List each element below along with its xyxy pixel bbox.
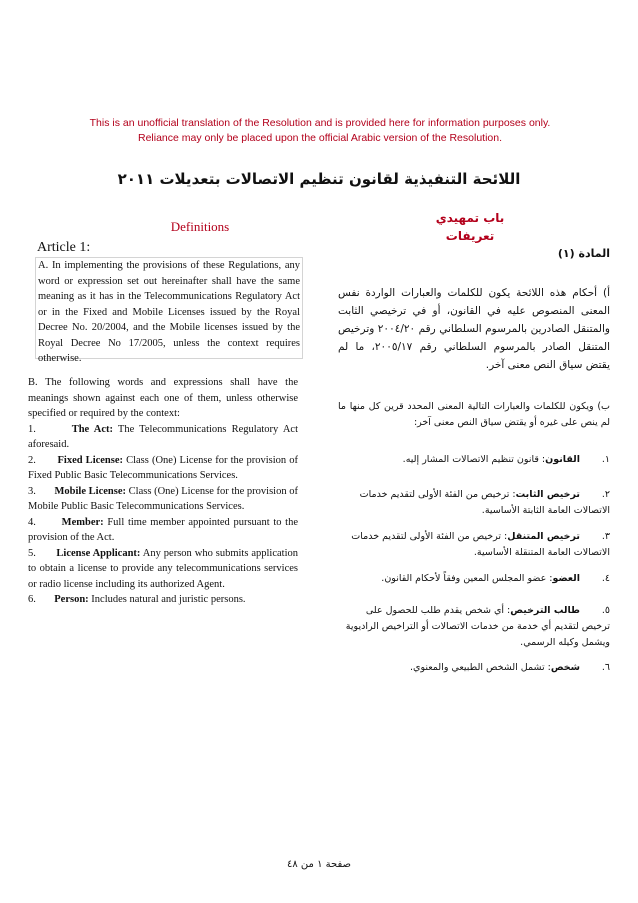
notice-line-2: Reliance may only be placed upon the official Arabic version of the Resolution. <box>137 132 503 144</box>
definition-item: 3. Mobile License: Class (One) License for the provision of Mobile Public Basic Telecommunications Services. <box>28 485 299 512</box>
bab-heading: باب تمهيدي <box>435 211 505 225</box>
definition-item: 4. Member: Full time member appointed pursuant to the provision of the Act. <box>28 516 298 543</box>
definition-item-arabic: ٥.طالب الترخيص: أي شخص يقدم طلب للحصول على ترخيص لتقديم أي خدمة من خدمات الاتصالات أو التراخيص الراديوية ويشمل وكيله الرسمي. <box>345 605 610 648</box>
paragraph-a: A. In implementing the provisions of these Regulations, any word or expression set out hereinafter shall have the same meaning as it has in the Telecommunications Regulatory Act or in the Fixed and Mobile Licenses issued by the Royal Decree No. 20/2004, and the Mobile licenses issued by the Royal Decree No 17/2005, unless the context requires otherwise. <box>38 260 300 364</box>
definition-item-arabic: ١.القانون: قانون تنظيم الاتصالات المشار إليه. <box>402 454 610 465</box>
definition-item-arabic: ٤.العضو: عضو المجلس المعين وفقاً لأحكام القانون. <box>381 573 610 584</box>
definitions-list-english <box>28 375 298 608</box>
definition-item-arabic: ٢.ترخيص الثابت: ترخيص من الفئة الأولى لتقديم خدمات الاتصالات العامة الثابتة الأساسية. <box>359 489 610 516</box>
chapter-heading-arabic <box>360 209 580 245</box>
definitions-heading: Definitions <box>170 219 230 234</box>
paragraph-b: B. The following words and expressions shall have the meanings shown against each one of them, unless otherwise specified or required by the context: <box>28 377 298 419</box>
definition-item-arabic: ٣.ترخيص المتنقل: ترخيص من الفئة الأولى لتقديم خدمات الاتصالات العامة المتنقلة الأساسية. <box>351 531 610 558</box>
definition-item: 1. The Act: The Telecommunications Regulatory Act aforesaid. <box>28 423 298 450</box>
article-heading-arabic: المادة (١) <box>557 247 610 260</box>
definition-item-arabic: ٦.شخص: تشمل الشخص الطبيعي والمعنوي. <box>409 662 610 673</box>
definition-item: 6. Person: Includes natural and juristic persons. <box>28 594 246 605</box>
document-title-arabic: اللائحة التنفيذية لقانون تنظيم الاتصالات بتعديلات ٢٠١١ <box>117 170 521 188</box>
paragraph-b-arabic: ب) ويكون للكلمات والعبارات التالية المعنى المحدد قرين كل منها ما لم ينص على غيره أو يقتض سياق النص معنى آخر: <box>338 401 610 428</box>
tarifat-heading: تعريفات <box>445 229 495 243</box>
definition-item: 2. Fixed License: Class (One) License for the provision of Fixed Public Basic Telecommunications Services. <box>28 454 299 481</box>
definition-item: 5. License Applicant: Any person who submits application to obtain a license to provide any telecommunications services or radio license including its authorized Agent. <box>28 547 299 590</box>
article-heading: Article 1: <box>37 240 91 255</box>
translation-notice <box>40 116 600 146</box>
paragraph-a-box <box>35 257 303 364</box>
notice-line-1: This is an unofficial translation of the Resolution and is provided here for information purposes only. <box>89 117 551 129</box>
page-number: صفحة ١ من ٤٨ <box>287 859 351 870</box>
paragraph-a-arabic: أ) أحكام هذه اللائحة يكون للكلمات والعبارات الواردة نفس المعنى المنصوص عليه في القانون، أو في ترخيصي الثابت والمتنقل الصادرين بالمرسوم السلطاني رقم ٢٠٠٤/٢٠ وترخيص المتنقل الصادر بالمرسوم السلطاني رقم ٢٠٠٥/١٧، ما لم يقتض سياق النص معنى آخر. <box>338 287 610 371</box>
